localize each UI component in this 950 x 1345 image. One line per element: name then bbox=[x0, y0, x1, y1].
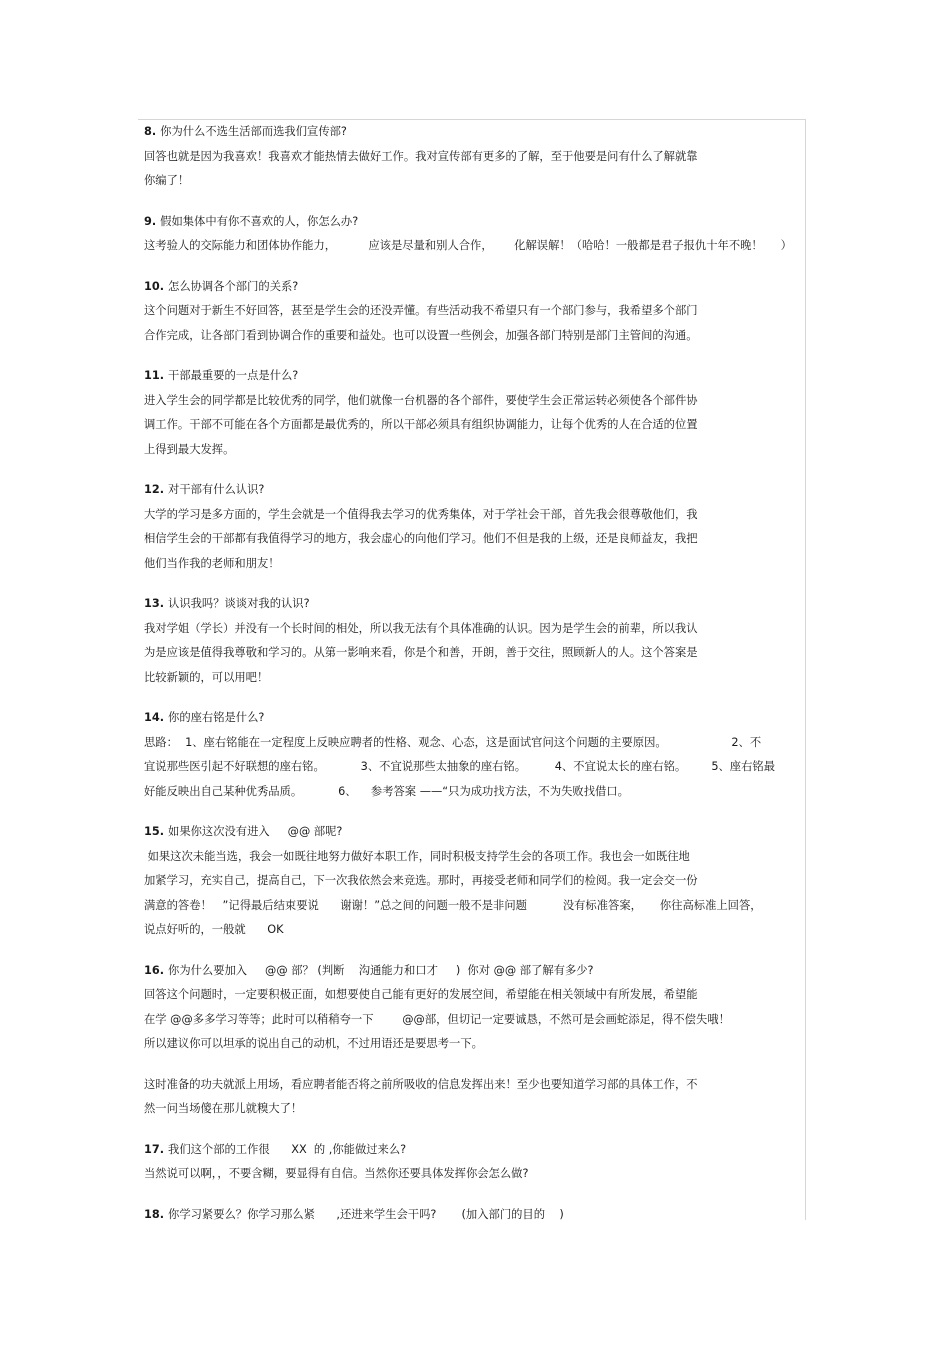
answer-line: 合作完成，让各部门看到协调合作的重要和益处。也可以设置一些例会，加强各部门特别是部门主管间的沟通。 bbox=[144, 328, 698, 342]
qa-block bbox=[144, 210, 804, 259]
qa-block bbox=[144, 1073, 804, 1122]
answer-line: 回答也就是因为我喜欢！我喜欢才能热情去做好工作。我对宣传部有更多的了解，至于他要是问有什么了解就靠 bbox=[144, 149, 698, 163]
question-line bbox=[144, 592, 804, 617]
answer-line: 这时准备的功夫就派上用场，看应聘者能否将之前所吸收的信息发挥出来！至少也要知道学习部的具体工作，不 bbox=[144, 1077, 698, 1091]
qa-block bbox=[144, 275, 804, 349]
answer-line: 如果这次未能当选，我会一如既往地努力做好本职工作，同时积极支持学生会的各项工作。我也会一如既往地 bbox=[144, 849, 690, 863]
question-line bbox=[144, 1138, 804, 1163]
block-gap bbox=[144, 259, 804, 275]
block-gap bbox=[144, 194, 804, 210]
document-body bbox=[144, 120, 804, 1227]
question-text: 你为什么不选生活部而选我们宣传部? bbox=[160, 125, 347, 138]
block-gap bbox=[144, 1057, 804, 1073]
question-line bbox=[144, 1203, 804, 1228]
answer-line: 宜说那些医引起不好联想的座右铭。 3、不宜说那些太抽象的座右铭。 4、不宜说太长的座右铭。 5、座右铭最 bbox=[144, 760, 775, 773]
question-number: 12. bbox=[144, 483, 165, 496]
answer-line: 上得到最大发挥。 bbox=[144, 442, 235, 456]
block-gap bbox=[144, 690, 804, 706]
question-number: 10. bbox=[144, 279, 165, 293]
question-text: 假如集体中有你不喜欢的人，你怎么办? bbox=[160, 214, 359, 228]
answer-line: 进入学生会的同学都是比较优秀的同学，他们就像一台机器的各个部件，要使学生会正常运转必须使各个部件协 bbox=[144, 393, 698, 407]
qa-block bbox=[144, 959, 804, 1057]
question-line bbox=[144, 210, 804, 235]
block-gap bbox=[144, 1187, 804, 1203]
question-text: 你学习紧要么？你学习那么紧 ,还进来学生会干吗? (加入部门的目的 ) bbox=[168, 1207, 564, 1221]
answer-line: 说点好听的，一般就 OK bbox=[144, 923, 284, 936]
qa-block bbox=[144, 120, 804, 194]
answer-line: 好能反映出自己某种优秀品质。 6、 参考答案 ——“只为成功找方法，不为失败找借口。 bbox=[144, 784, 629, 798]
question-text: 认识我吗？谈谈对我的认识? bbox=[168, 597, 310, 610]
answer-line: 然一问当场傻在那儿就糗大了！ bbox=[144, 1102, 303, 1115]
question-line bbox=[144, 706, 804, 731]
answer-line: 大学的学习是多方面的，学生会就是一个值得我去学习的优秀集体，对于学社会干部，首先我会很尊敬他们，我 bbox=[144, 507, 698, 521]
answer-line: 这个问题对于新生不好回答，甚至是学生会的还没弄懂。有些活动我不希望只有一个部门参与，我希望多个部门 bbox=[144, 304, 698, 317]
answer-line: 所以建议你可以坦承的说出自己的动机，不过用语还是要思考一下。 bbox=[144, 1037, 483, 1050]
qa-block bbox=[144, 820, 804, 943]
block-gap bbox=[144, 576, 804, 592]
question-text: 我们这个部的工作很 XX 的 ,你能做过来么? bbox=[168, 1142, 407, 1156]
qa-block bbox=[144, 1138, 804, 1187]
answer-line: 满意的答卷！ ”记得最后结束要说 谢谢！”总之间的问题一般不是非问题 没有标准答案， 你往高标准上回答， bbox=[144, 898, 762, 912]
question-text: 你为什么要加入 @@ 部？ (判断 沟通能力和口才 ) 你对 @@ 部了解有多少? bbox=[168, 963, 594, 977]
question-number: 17. bbox=[144, 1142, 165, 1156]
question-line bbox=[144, 959, 804, 984]
question-text: 如果你这次没有进入 @@ 部呢? bbox=[168, 825, 343, 838]
question-line bbox=[144, 364, 804, 389]
question-number: 14. bbox=[144, 711, 165, 724]
question-line bbox=[144, 275, 804, 300]
question-number: 15. bbox=[144, 825, 165, 838]
question-line bbox=[144, 478, 804, 503]
answer-line: 为是应该是值得我尊敬和学习的。从第一影响来看，你是个和善，开朗，善于交往，照顾新人的人。这个答案是 bbox=[144, 646, 698, 659]
block-gap bbox=[144, 943, 804, 959]
answer-line: 比较新颖的，可以用吧！ bbox=[144, 670, 269, 684]
answer-line: 调工作。干部不可能在各个方面都是最优秀的，所以干部必须具有组织协调能力，让每个优秀的人在合适的位置 bbox=[144, 418, 698, 431]
answer-line: 回答这个问题时，一定要积极正面，如想要使自己能有更好的发展空间，希望能在相关领域中有所发展，希望能 bbox=[144, 988, 698, 1001]
question-text: 怎么协调各个部门的关系? bbox=[168, 279, 299, 293]
answer-line: 加紧学习，充实自己，提高自己，下一次我依然会来竞选。那时，再接受老师和同学们的检阅。我一定会交一份 bbox=[144, 874, 698, 887]
answer-line: 你编了！ bbox=[144, 174, 190, 187]
question-number: 13. bbox=[144, 597, 165, 610]
block-gap bbox=[144, 804, 804, 820]
answer-line: 这考验人的交际能力和团体协作能力， 应该是尽量和别人合作， 化解误解！（哈哈！一般都是君子报仇十年不晚！ ） bbox=[144, 239, 792, 252]
answer-line: 我对学姐（学长）并没有一个长时间的相处，所以我无法有个具体准确的认识。因为是学生会的前辈，所以我认 bbox=[144, 621, 698, 635]
block-gap bbox=[144, 348, 804, 364]
question-text: 你的座右铭是什么? bbox=[168, 711, 265, 724]
answer-line: 在学 @@多多学习等等；此时可以稍稍夸一下 @@部，但切记一定要诚恳，不然可是会画蛇添足，得不偿失哦！ bbox=[144, 1012, 730, 1026]
qa-block bbox=[144, 1203, 804, 1228]
question-number: 16. bbox=[144, 963, 165, 977]
qa-block bbox=[144, 592, 804, 690]
question-line bbox=[144, 120, 804, 145]
answer-line: 当然说可以啊，，不要含糊，要显得有自信。当然你还要具体发挥你会怎么做? bbox=[144, 1167, 529, 1180]
qa-block bbox=[144, 706, 804, 804]
answer-line: 思路： 1、座右铭能在一定程度上反映应聘者的性格、观念、心态，这是面试官问这个问题的主要原因。 2、不 bbox=[144, 735, 762, 749]
question-number: 9. bbox=[144, 214, 157, 228]
qa-block bbox=[144, 478, 804, 576]
question-number: 18. bbox=[144, 1207, 165, 1221]
answer-line: 他们当作我的老师和朋友！ bbox=[144, 556, 280, 570]
answer-line: 相信学生会的干部都有我值得学习的地方，我会虚心的向他们学习。他们不但是我的上级，还是良师益友，我把 bbox=[144, 532, 698, 545]
qa-block bbox=[144, 364, 804, 462]
question-text: 对干部有什么认识? bbox=[168, 483, 265, 496]
question-number: 8. bbox=[144, 125, 157, 138]
question-number: 11. bbox=[144, 369, 165, 382]
block-gap bbox=[144, 462, 804, 478]
question-line bbox=[144, 820, 804, 845]
block-gap bbox=[144, 1122, 804, 1138]
question-text: 干部最重要的一点是什么? bbox=[168, 369, 299, 382]
